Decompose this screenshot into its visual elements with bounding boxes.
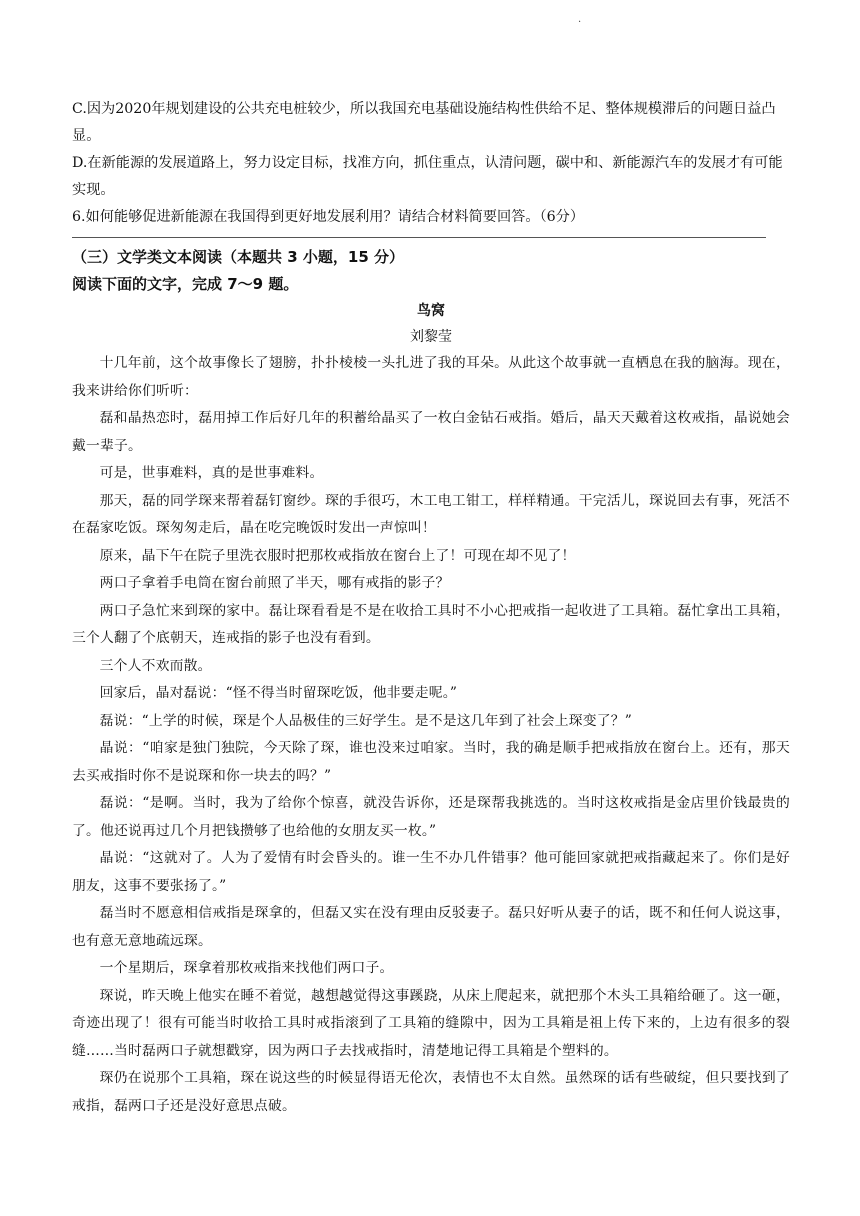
story-title: 鸟窝 <box>417 303 445 319</box>
story-paragraph: 十几年前，这个故事像长了翅膀，扑扑棱棱一头扎进了我的耳朵。从此这个故事就一直栖息在我的脑海。现在，我来讲给你们听听： <box>72 355 790 399</box>
section-heading: （三）文学类文本阅读（本题共 3 小题，15 分） <box>72 248 404 266</box>
document-content <box>72 96 790 1120</box>
story-author: 刘黎莹 <box>410 329 452 345</box>
story-paragraph: 琛说，昨天晚上他实在睡不着觉，越想越觉得这事蹊跷，从床上爬起来，就把那个木头工具箱给砸了。这一砸，奇迹出现了！很有可能当时收拾工具时戒指滚到了工具箱的缝隙中，因为工具箱是祖上传下来的，上边有很多的裂缝……当时磊两口子就想戳穿，因为两口子去找戒指时，清楚地记得工具箱是个塑料的。 <box>72 987 790 1059</box>
question-6: 6.如何能够促进新能源在我国得到更好地发展利用？请结合材料简要回答。（6分） <box>72 209 585 225</box>
story-paragraph: 磊说：“是啊。当时，我为了给你个惊喜，就没告诉你，还是琛帮我挑选的。当时这枚戒指是金店里价钱最贵的了。他还说再过几个月把钱攒够了也给他的女朋友买一枚。” <box>72 795 790 839</box>
answer-line <box>72 237 766 238</box>
story-paragraph: 可是，世事难料，真的是世事难料。 <box>99 465 324 481</box>
header-mark: . <box>578 14 582 25</box>
story-paragraph: 那天，磊的同学琛来帮着磊钉窗纱。琛的手很巧，木工电工钳工，样样精通。干完活儿，琛说回去有事，死活不在磊家吃饭。琛匆匆走后，晶在吃完晚饭时发出一声惊叫！ <box>72 492 790 536</box>
story-paragraph: 磊说：“上学的时候，琛是个人品极佳的三好学生。是不是这几年到了社会上琛变了？” <box>99 712 632 729</box>
story-paragraph: 磊和晶热恋时，磊用掉工作后好几年的积蓄给晶买了一枚白金钻石戒指。婚后，晶天天戴着这枚戒指，晶说她会戴一辈子。 <box>72 410 790 454</box>
story-paragraph: 两口子拿着手电筒在窗台前照了半天，哪有戒指的影子？ <box>99 575 450 591</box>
story-paragraph: 琛仍在说那个工具箱，琛在说这些的时候显得语无伦次，表情也不太自然。虽然琛的话有些破绽，但只要找到了戒指，磊两口子还是没好意思点破。 <box>72 1070 790 1114</box>
story-paragraph: 晶说：“这就对了。人为了爱情有时会昏头的。谁一生不办几件错事？他可能回家就把戒指藏起来了。你们是好朋友，这事不要张扬了。” <box>72 850 790 894</box>
story-paragraph: 三个人不欢而散。 <box>99 657 212 674</box>
story-paragraph: 原来，晶下午在院子里洗衣服时把那枚戒指放在窗台上了！可现在却不见了！ <box>99 547 576 564</box>
option-d: D.在新能源的发展道路上，努力设定目标，找准方向，抓住重点，认清问题，碳中和、新能源汽车的发展才有可能实现。 <box>72 155 783 198</box>
option-c: C.因为2020年规划建设的公共充电桩较少，所以我国充电基础设施结构性供给不足、整体规模滞后的问题日益凸显。 <box>72 101 776 144</box>
story-paragraph: 晶说：“咱家是独门独院，今天除了琛，谁也没来过咱家。当时，我的确是顺手把戒指放在窗台上。还有，那天去买戒指时你不是说琛和你一块去的吗？” <box>72 740 790 784</box>
story-paragraph: 一个星期后，琛拿着那枚戒指来找他们两口子。 <box>99 960 394 976</box>
story-paragraph: 回家后，晶对磊说：“怪不得当时留琛吃饭，他非要走呢。” <box>99 685 458 701</box>
story-paragraph: 磊当时不愿意相信戒指是琛拿的，但磊又实在没有理由反驳妻子。磊只好听从妻子的话，既不和任何人说这事，也有意无意地疏远琛。 <box>72 905 790 949</box>
section-instruction: 阅读下面的文字，完成 7～9 题。 <box>72 275 299 293</box>
story-paragraph: 两口子急忙来到琛的家中。磊让琛看看是不是在收拾工具时不小心把戒指一起收进了工具箱。磊忙拿出工具箱，三个人翻了个底朝天，连戒指的影子也没有看到。 <box>72 602 790 646</box>
